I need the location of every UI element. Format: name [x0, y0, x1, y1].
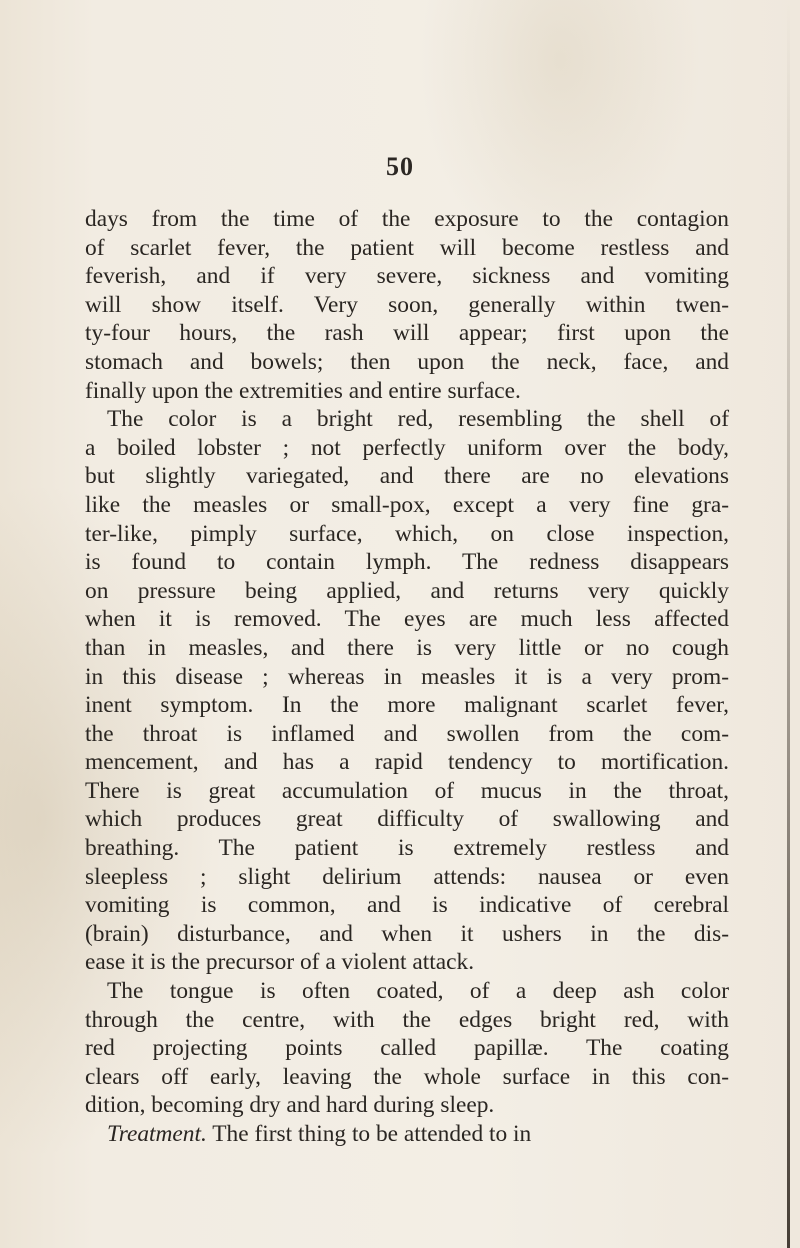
treatment-text: The first thing to be attended to in — [206, 1121, 532, 1147]
text-line: of scarlet fever, the patient will become restless and — [85, 234, 729, 261]
text-line: will show itself. Very soon, generally within twen- — [85, 291, 729, 318]
text-line: days from the time of the exposure to the contagion — [85, 206, 729, 232]
text-line: ter-like, pimply surface, which, on close inspection, — [85, 520, 729, 547]
text-line: The tongue is often coated, of a deep ash color — [107, 978, 729, 1005]
text-line: feverish, and if very severe, sickness and vomiting — [85, 263, 729, 290]
text-line: a boiled lobster ; not perfectly uniform over the body, — [85, 434, 729, 461]
text-line: but slightly variegated, and there are no elevations — [85, 463, 729, 490]
text-line: on pressure being applied, and returns very quickly — [85, 577, 729, 604]
text-line: inent symptom. In the more malignant scarlet fever, — [85, 692, 729, 719]
text-line-final — [85, 1120, 729, 1149]
text-line: red projecting points called papillæ. The coating — [85, 1035, 729, 1062]
text-line: There is great accumulation of mucus in the throat, — [85, 777, 729, 804]
text-line: mencement, and has a rapid tendency to mortification. — [85, 749, 729, 776]
text-line: stomach and bowels; then upon the neck, face, and — [85, 348, 729, 375]
text-line: dition, becoming dry and hard during sleep. — [85, 1092, 495, 1119]
text-line: through the centre, with the edges bright red, with — [85, 1006, 729, 1033]
text-line: The color is a bright red, resembling the shell of — [107, 406, 729, 433]
text-line: clears off early, leaving the whole surface in this con- — [85, 1063, 729, 1090]
text-line: which produces great difficulty of swallowing and — [85, 806, 729, 833]
text-line: ty-four hours, the rash will appear; first upon the — [85, 320, 729, 347]
text-line: like the measles or small-pox, except a very fine gra- — [85, 491, 729, 518]
text-line: is found to contain lymph. The redness disappears — [85, 549, 729, 576]
body-text — [85, 205, 729, 1149]
treatment-heading: Treatment. — [107, 1121, 207, 1147]
text-line: breathing. The patient is extremely restless and — [85, 835, 729, 862]
text-line: the throat is inflamed and swollen from the com- — [85, 720, 729, 747]
text-line: when it is removed. The eyes are much less affected — [85, 606, 729, 633]
text-line: in this disease ; whereas in measles it is a very prom- — [85, 663, 729, 690]
text-line: finally upon the extremities and entire surface. — [85, 377, 521, 404]
text-line: sleepless ; slight delirium attends: nausea or even — [85, 863, 729, 890]
page-number: 50 — [386, 152, 414, 181]
text-line: (brain) disturbance, and when it ushers in the dis- — [85, 920, 729, 947]
page-edge-shadow — [787, 0, 790, 1248]
text-line: vomiting is common, and is indicative of cerebral — [85, 892, 729, 919]
text-line: ease it is the precursor of a violent attack. — [85, 949, 475, 976]
text-line: than in measles, and there is very little or no cough — [85, 634, 729, 661]
